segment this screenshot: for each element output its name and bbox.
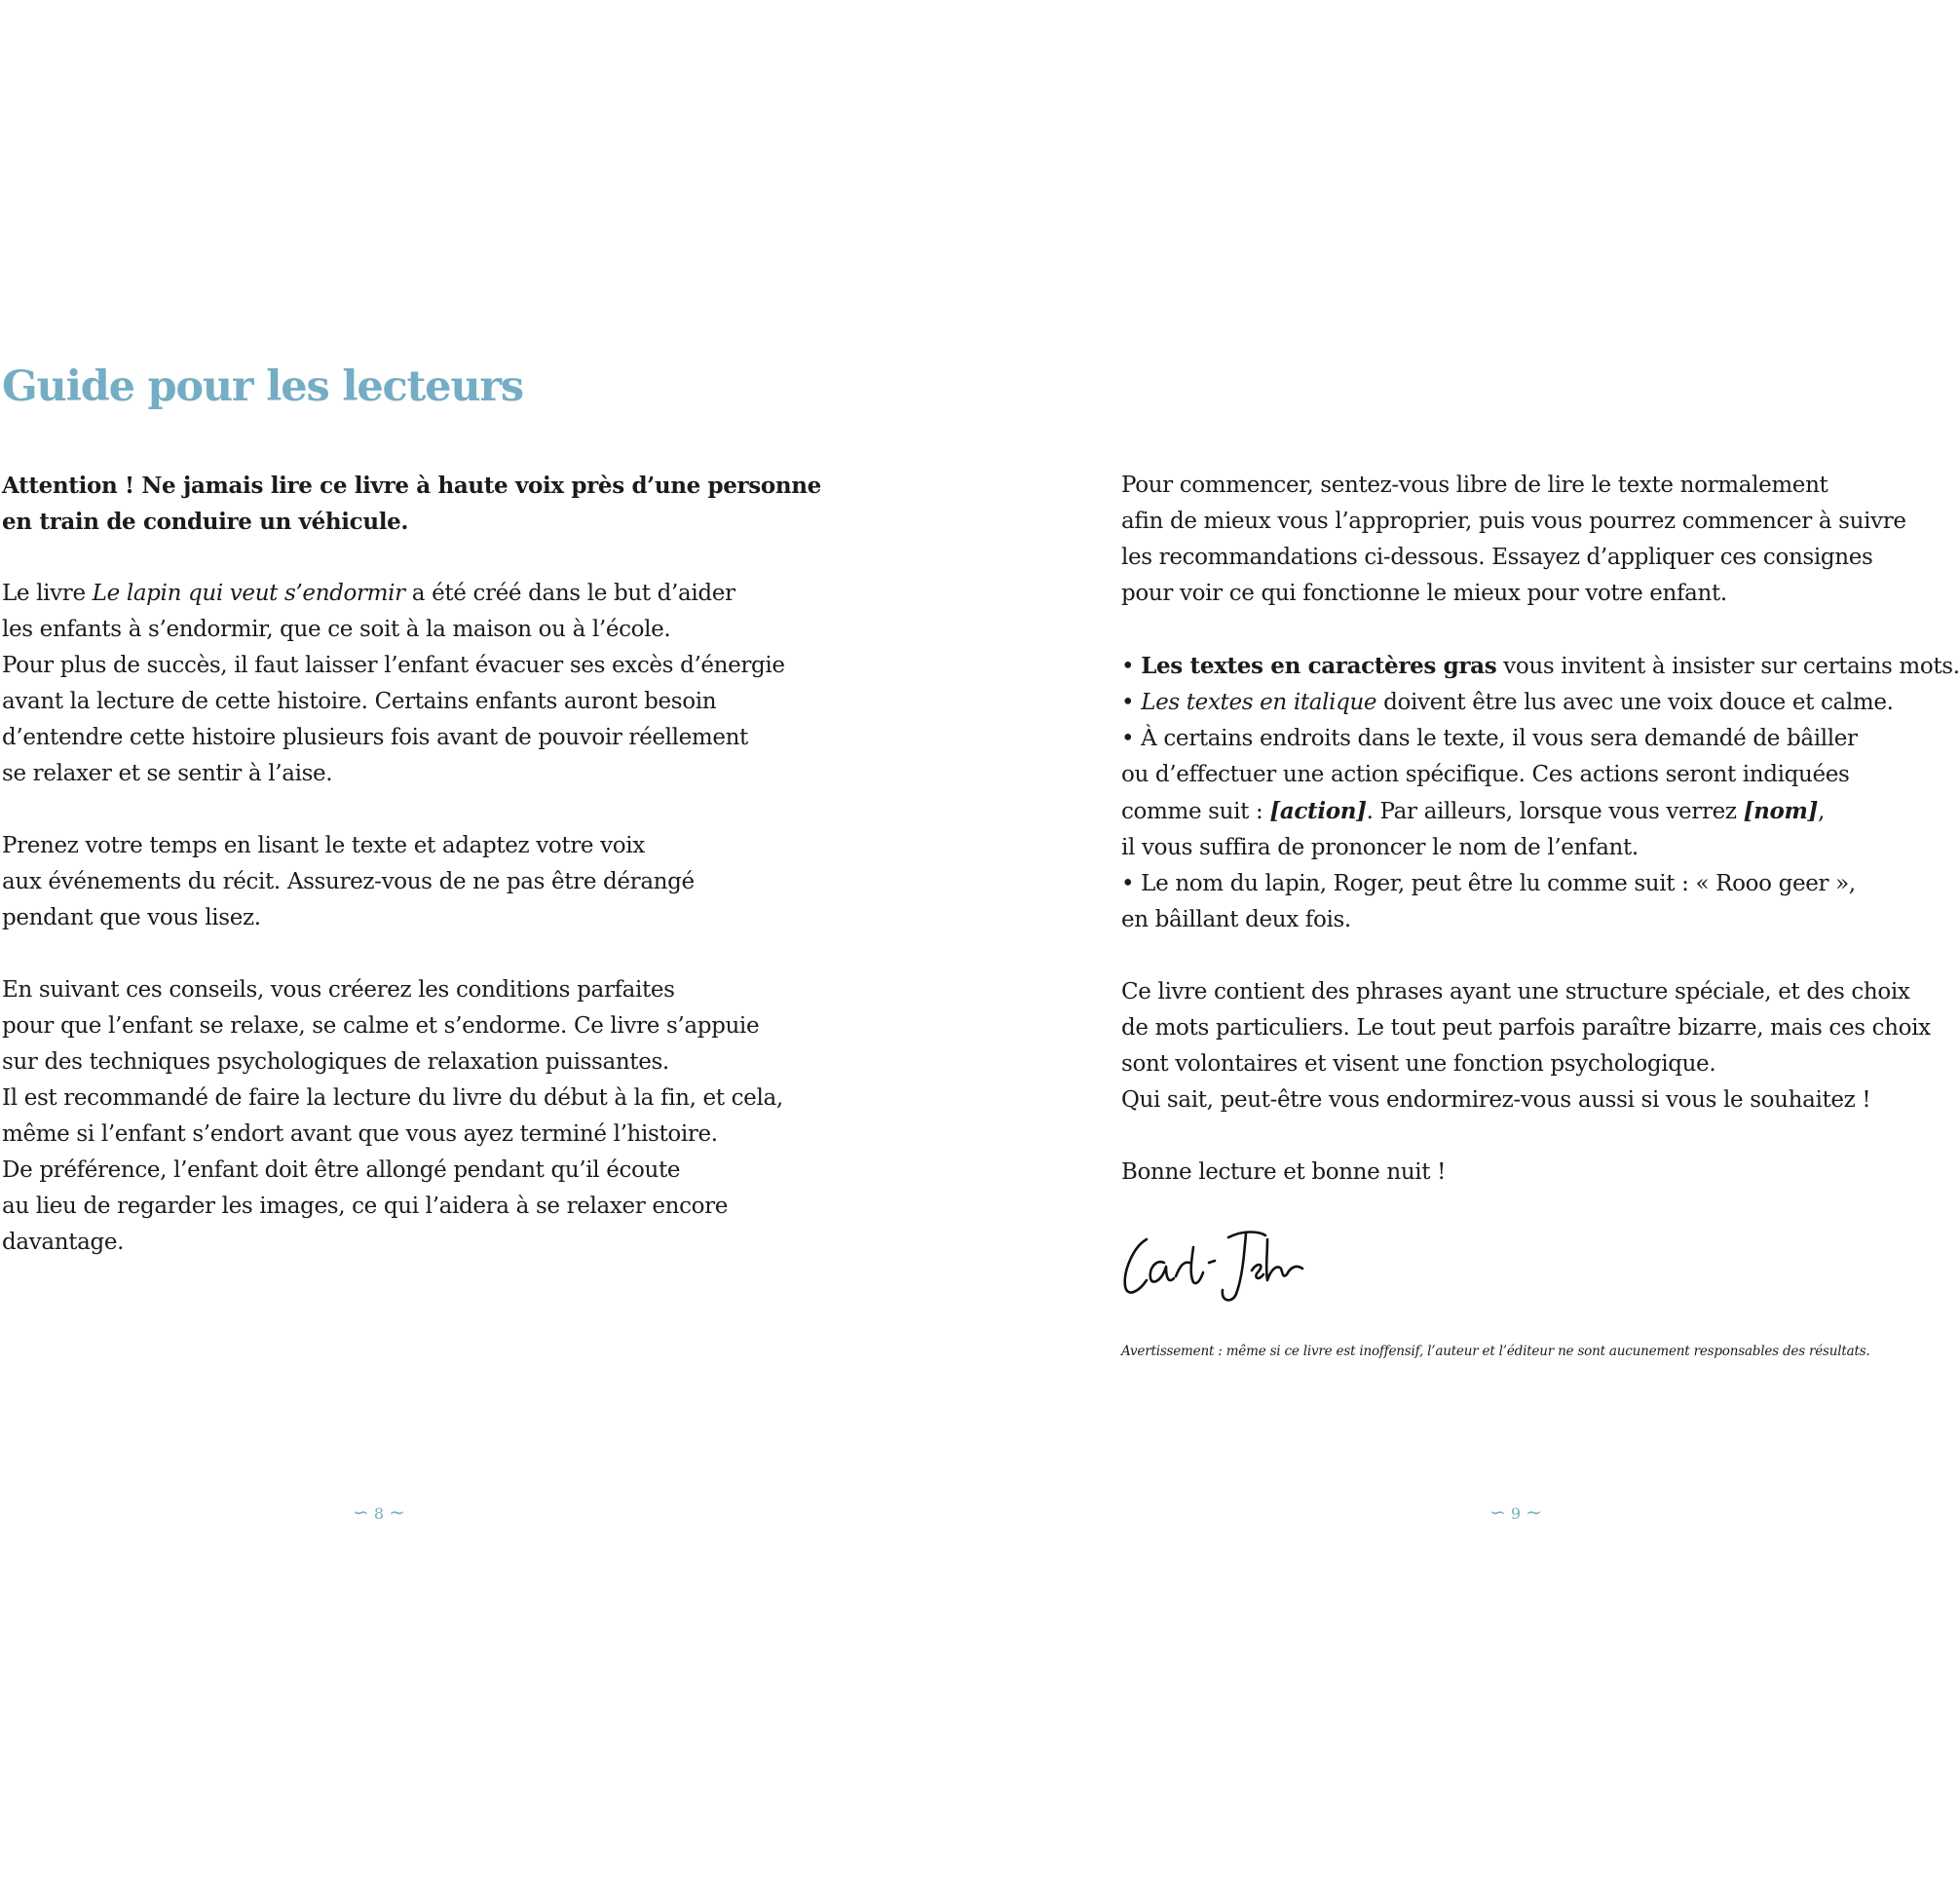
text-run: . Par ailleurs, lorsque vous verrez: [1366, 799, 1744, 824]
name-marker: [nom]: [1743, 798, 1819, 824]
action-marker: [action]: [1269, 798, 1367, 824]
structure-line: Ce livre contient des phrases ayant une structure spéciale, et des choix: [1121, 979, 1910, 1005]
bullet-mark: •: [1121, 654, 1142, 679]
text-run: doivent être lus avec une voix douce et calme.: [1376, 690, 1894, 715]
closing-line: Bonne lecture et bonne nuit !: [1121, 1159, 1447, 1185]
text-run: comme suit :: [1121, 799, 1270, 824]
advice-line: En suivant ces conseils, vous créerez les conditions parfaites: [2, 977, 675, 1003]
bullet-bold: [1121, 648, 1960, 685]
intro-line: Pour plus de succès, il faut laisser l’enfant évacuer ses excès d’énergie: [2, 653, 785, 678]
ornament-tilde: ∼: [1526, 1500, 1542, 1524]
structure-line: sont volontaires et visent une fonction psychologique.: [1121, 1051, 1716, 1077]
intro-paragraph: [2, 576, 810, 792]
timing-line: Prenez votre temps en lisant le texte et adaptez votre voix: [2, 833, 645, 858]
start-line: afin de mieux vous l’approprier, puis vous pourrez commencer à suivre: [1121, 509, 1906, 534]
page-number: 8: [373, 1504, 385, 1523]
italic-text: Les textes en italique: [1141, 690, 1377, 715]
page-number-right: [1489, 1500, 1542, 1524]
advice-line: Il est recommandé de faire la lecture du livre du début à la fin, et cela,: [2, 1085, 783, 1111]
bullet-action-line-4: il vous suffira de prononcer le nom de l’enfant.: [1121, 835, 1639, 860]
left-column-text: [2, 468, 821, 1261]
disclaimer: Avertissement : même si ce livre est inoffensif, l’auteur et l’éditeur ne sont aucunement responsables des résultats.: [1121, 1344, 1870, 1359]
text-run: ,: [1818, 799, 1825, 824]
text-run: Le livre: [2, 581, 93, 606]
bullet-action-line-1: • À certains endroits dans le texte, il vous sera demandé de bâiller: [1121, 726, 1858, 751]
start-line: les recommandations ci-dessous. Essayez d’appliquer ces consignes: [1121, 545, 1873, 570]
intro-line: d’entendre cette histoire plusieurs fois avant de pouvoir réellement: [2, 725, 748, 750]
right-page: [948, 0, 1960, 1896]
advice-line: même si l’enfant s’endort avant que vous ayez terminé l’histoire.: [2, 1121, 718, 1147]
page-title: Guide pour les lecteurs: [2, 362, 523, 411]
warning-line-1: Attention ! Ne jamais lire ce livre à haute voix près d’une personne: [2, 473, 821, 499]
structure-line: de mots particuliers. Le tout peut parfois paraître bizarre, mais ces choix: [1121, 1015, 1931, 1041]
bullet-mark: •: [1121, 690, 1142, 715]
advice-line: au lieu de regarder les images, ce qui l’aidera à se relaxer encore: [2, 1194, 729, 1219]
advice-line: pour que l’enfant se relaxe, se calme et s’endorme. Ce livre s’appuie: [2, 1013, 760, 1039]
timing-line: pendant que vous lisez.: [2, 905, 261, 930]
start-line: Pour commencer, sentez-vous libre de lire le texte normalement: [1121, 473, 1828, 498]
ornament-tilde: ∽: [353, 1500, 369, 1524]
bold-text: Les textes en caractères gras: [1141, 653, 1497, 679]
advice-line: De préférence, l’enfant doit être allongé pendant qu’il écoute: [2, 1157, 681, 1183]
timing-paragraph: [2, 828, 810, 936]
bullet-name-line-1: • Le nom du lapin, Roger, peut être lu comme suit : « Rooo geer »,: [1121, 871, 1856, 896]
ornament-tilde: ∽: [1489, 1500, 1506, 1524]
start-line: pour voir ce qui fonctionne le mieux pour votre enfant.: [1121, 581, 1727, 606]
timing-line: aux événements du récit. Assurez-vous de ne pas être dérangé: [2, 869, 695, 894]
left-page: [0, 0, 948, 1896]
structure-line: Qui sait, peut-être vous endormirez-vous aussi si vous le souhaitez !: [1121, 1087, 1871, 1113]
bullet-name-line-2: en bâillant deux fois.: [1121, 907, 1351, 932]
author-signature: [1121, 1218, 1306, 1306]
structure-paragraph: [1121, 974, 1931, 1119]
bullet-action-line-2: ou d’effectuer une action spécifique. Ces actions seront indiquées: [1121, 762, 1850, 787]
start-paragraph: [1121, 468, 1906, 612]
right-column-text: [1121, 468, 1960, 1191]
intro-line: les enfants à s’endormir, que ce soit à la maison ou à l’école.: [2, 617, 671, 642]
warning-line-2: en train de conduire un véhicule.: [2, 509, 409, 535]
ornament-tilde: ∼: [389, 1500, 405, 1524]
book-title: Le lapin qui veut s’endormir: [92, 581, 405, 606]
page-number: 9: [1510, 1504, 1522, 1523]
intro-line: avant la lecture de cette histoire. Certains enfants auront besoin: [2, 689, 717, 714]
intro-line-1: [2, 576, 810, 612]
advice-paragraph: [2, 972, 810, 1261]
bullet-italic: [1121, 685, 1901, 721]
advice-line: davantage.: [2, 1230, 125, 1255]
bullet-action-line-3: [1121, 793, 1901, 830]
advice-line: sur des techniques psychologiques de relaxation puissantes.: [2, 1049, 669, 1075]
bullet-list: [1121, 648, 1960, 938]
text-run: vous invitent à insister sur certains mots.: [1496, 654, 1960, 679]
text-run: a été créé dans le but d’aider: [404, 581, 735, 606]
intro-line: se relaxer et se sentir à l’aise.: [2, 761, 333, 786]
page-number-left: [353, 1500, 405, 1524]
warning-paragraph: [2, 468, 821, 540]
